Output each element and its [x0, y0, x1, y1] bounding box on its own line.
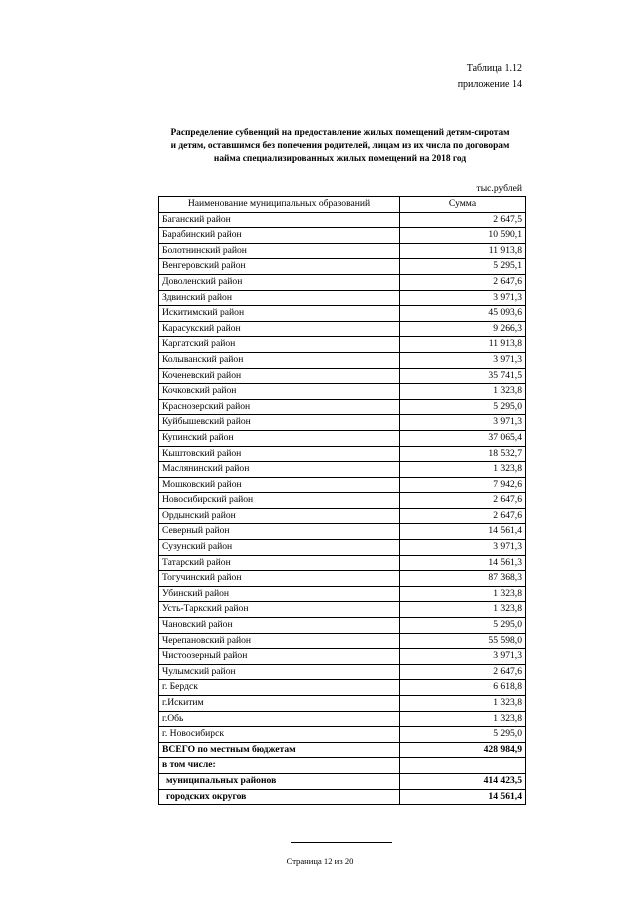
municipality-name: г. Новосибирск: [159, 727, 400, 743]
document-title: [150, 127, 530, 166]
title-line: найма специализированных жилых помещений на 2018 год: [213, 154, 467, 164]
subsidy-amount: 3 971,3: [400, 649, 526, 665]
subsidy-amount: 1 323,8: [400, 602, 526, 618]
municipality-name: Баганский район: [159, 212, 400, 228]
table-row: [159, 586, 526, 602]
table-row: [159, 430, 526, 446]
municipality-name: Сузунский район: [159, 540, 400, 556]
municipality-name: Барабинский район: [159, 228, 400, 244]
municipality-name: Искитимский район: [159, 306, 400, 322]
table-row: [159, 540, 526, 556]
municipality-name: Колыванский район: [159, 352, 400, 368]
page-number: Страница 12 из 20: [286, 856, 354, 866]
table-row: [159, 306, 526, 322]
subsidy-amount: 2 647,6: [400, 664, 526, 680]
table-row: [159, 555, 526, 571]
units-label: тыс.рублей: [476, 183, 522, 194]
table-row: [159, 446, 526, 462]
subsidy-amount: 11 913,8: [400, 337, 526, 353]
municipality-name: городских округов: [159, 789, 400, 805]
subsidy-amount: 37 065,4: [400, 430, 526, 446]
municipality-name: Кочковский район: [159, 384, 400, 400]
municipality-name: Чулымский район: [159, 664, 400, 680]
table-row: [159, 321, 526, 337]
municipality-name: Ордынский район: [159, 508, 400, 524]
subsidy-amount: 5 295,0: [400, 399, 526, 415]
subsidy-amount: 10 590,1: [400, 228, 526, 244]
subsidy-amount: 3 971,3: [400, 415, 526, 431]
column-header-name: Наименование муниципальных образований: [159, 197, 400, 213]
subsidy-amount: 35 741,5: [400, 368, 526, 384]
subsidy-amount: 1 323,8: [400, 384, 526, 400]
municipality-name: г. Бердск: [159, 680, 400, 696]
municipality-name: г.Искитим: [159, 696, 400, 712]
table-row: [159, 477, 526, 493]
table-row: [159, 664, 526, 680]
table-row: [159, 228, 526, 244]
table-row: [159, 274, 526, 290]
municipality-name: Северный район: [159, 524, 400, 540]
municipality-name: Тогучинский район: [159, 571, 400, 587]
table-row: [159, 742, 526, 758]
subsidy-amount: 1 323,8: [400, 696, 526, 712]
municipality-name: Краснозерский район: [159, 399, 400, 415]
municipality-name: Кыштовский район: [159, 446, 400, 462]
table-row: [159, 508, 526, 524]
municipality-name: Убинский район: [159, 586, 400, 602]
subsidy-amount: 5 295,0: [400, 727, 526, 743]
municipality-name: Здвинский район: [159, 290, 400, 306]
subsidy-amount: 2 647,6: [400, 508, 526, 524]
title-line: Распределение субвенций на предоставление жилых помещений детям-сиротам: [170, 128, 510, 138]
municipality-name: Каргатский район: [159, 337, 400, 353]
municipality-name: Коченевский район: [159, 368, 400, 384]
municipality-name: Доволенский район: [159, 274, 400, 290]
table-header-row: [159, 197, 526, 213]
subsidy-amount: 3 971,3: [400, 540, 526, 556]
table-row: [159, 711, 526, 727]
municipality-name: Маслянинский район: [159, 462, 400, 478]
appendix-label: приложение 14: [457, 79, 522, 90]
subsidy-amount: 7 942,6: [400, 477, 526, 493]
table-row: [159, 773, 526, 789]
table-row: [159, 680, 526, 696]
municipality-name: Новосибирский район: [159, 493, 400, 509]
subsidy-amount: 87 368,3: [400, 571, 526, 587]
municipality-name: ВСЕГО по местным бюджетам: [159, 742, 400, 758]
subsidy-amount: 2 647,6: [400, 493, 526, 509]
subsidy-amount: 11 913,8: [400, 243, 526, 259]
subsidy-amount: 3 971,3: [400, 352, 526, 368]
subsidy-amount: [400, 758, 526, 774]
table-row: [159, 727, 526, 743]
municipality-name: Усть-Таркский район: [159, 602, 400, 618]
municipality-name: Мошковский район: [159, 477, 400, 493]
subsidy-amount: 14 561,4: [400, 789, 526, 805]
title-line: и детям, оставшимся без попечения родителей, лицам из их числа по договорам: [170, 141, 510, 151]
subsidy-amount: 414 423,5: [400, 773, 526, 789]
table-row: [159, 789, 526, 805]
subsidy-amount: 55 598,0: [400, 633, 526, 649]
table-number-label: Таблица 1.12: [466, 63, 522, 74]
subsidy-amount: 14 561,4: [400, 524, 526, 540]
table-row: [159, 649, 526, 665]
municipality-name: Купинский район: [159, 430, 400, 446]
municipality-name: Карасукский район: [159, 321, 400, 337]
municipality-name: Куйбышевский район: [159, 415, 400, 431]
table-row: [159, 696, 526, 712]
subsidy-amount: 428 984,9: [400, 742, 526, 758]
table-row: [159, 415, 526, 431]
table-row: [159, 212, 526, 228]
table-row: [159, 290, 526, 306]
municipality-name: Венгеровский район: [159, 259, 400, 275]
municipality-name: Чистоозерный район: [159, 649, 400, 665]
table-row: [159, 602, 526, 618]
table-row: [159, 571, 526, 587]
table-row: [159, 337, 526, 353]
municipality-name: муниципальных районов: [159, 773, 400, 789]
table-row: [159, 524, 526, 540]
municipality-name: г.Обь: [159, 711, 400, 727]
subsidy-amount: 6 618,8: [400, 680, 526, 696]
table-row: [159, 618, 526, 634]
table-row: [159, 368, 526, 384]
table-row: [159, 758, 526, 774]
municipality-name: Татарский район: [159, 555, 400, 571]
municipality-name: Чановский район: [159, 618, 400, 634]
subsidy-table: [158, 196, 526, 805]
subsidy-amount: 18 532,7: [400, 446, 526, 462]
table-row: [159, 384, 526, 400]
subsidy-amount: 45 093,6: [400, 306, 526, 322]
subsidy-amount: 1 323,8: [400, 462, 526, 478]
column-header-sum: Сумма: [400, 197, 526, 213]
table-row: [159, 352, 526, 368]
municipality-name: Черепановский район: [159, 633, 400, 649]
table-row: [159, 243, 526, 259]
municipality-name: Болотнинский район: [159, 243, 400, 259]
municipality-name: в том числе:: [159, 758, 400, 774]
subsidy-amount: 5 295,1: [400, 259, 526, 275]
subsidy-amount: 1 323,8: [400, 711, 526, 727]
table-row: [159, 259, 526, 275]
table-row: [159, 493, 526, 509]
table-row: [159, 462, 526, 478]
table-row: [159, 399, 526, 415]
subsidy-amount: 1 323,8: [400, 586, 526, 602]
subsidy-amount: 9 266,3: [400, 321, 526, 337]
subsidy-amount: 2 647,6: [400, 274, 526, 290]
subsidy-amount: 14 561,3: [400, 555, 526, 571]
subsidy-amount: 2 647,5: [400, 212, 526, 228]
subsidy-amount: 5 295,0: [400, 618, 526, 634]
footer-divider: [291, 842, 392, 843]
table-row: [159, 633, 526, 649]
subsidy-amount: 3 971,3: [400, 290, 526, 306]
table-body: [159, 212, 526, 805]
